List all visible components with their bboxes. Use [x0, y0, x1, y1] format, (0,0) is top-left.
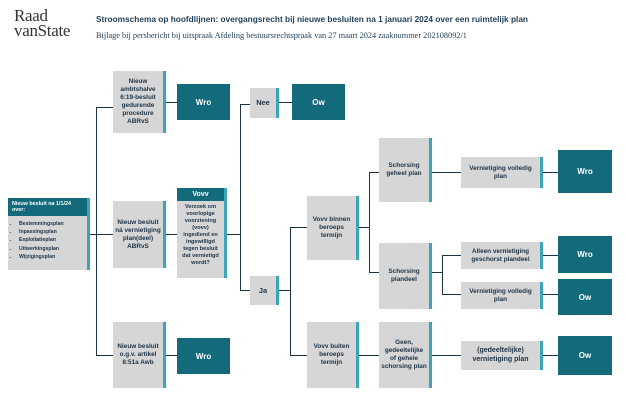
- result-wro: Wro: [558, 236, 612, 273]
- connector: [96, 107, 97, 355]
- connector: [369, 172, 379, 173]
- plan-type-item: • Wijzigingsplan: [19, 253, 87, 261]
- connector: [442, 294, 461, 295]
- vovv-heading: Vovv: [177, 188, 224, 201]
- plan-type-item: • Uitwerkingsplan: [19, 245, 87, 253]
- connector: [290, 227, 307, 228]
- raad-van-state-logo: [14, 8, 84, 38]
- connector: [240, 104, 250, 105]
- connector: [442, 255, 443, 294]
- connector: [166, 234, 177, 235]
- page-subtitle: Bijlage bij persbericht bij uitspraak Afdeling bestuursrechtspraak van 27 maart 2024 zaaknummer 202108092/1: [96, 31, 467, 40]
- plan-type-item: • Bestemmingsplan: [19, 220, 87, 228]
- node-schorsing-plandeel: Schorsing plandeel: [379, 243, 432, 309]
- logo-line-2: vanState: [14, 21, 71, 40]
- start-box: [8, 198, 90, 270]
- logo-line-1: Raad: [14, 6, 48, 25]
- node-schorsing-geheel-plan: Schorsing geheel plan: [379, 138, 432, 202]
- connector: [166, 102, 177, 103]
- result-ow: Ow: [558, 336, 612, 375]
- node-besluit-artikel-851a: Nieuw besluit o.g.v. artikel 8:51a Awb: [113, 322, 166, 388]
- connector: [432, 172, 461, 173]
- vovv-question-text: Verzoek om voorlopige voorziening (vovv) ingediend en ingewilligd tegen besluit dat vernietigd wordt?: [182, 204, 219, 266]
- result-wro: Wro: [177, 338, 230, 374]
- node-alleen-vernietiging-plandeel: Alleen vernietiging geschorst plandeel: [461, 242, 543, 269]
- node-vovv-question: [177, 188, 227, 278]
- connector: [290, 227, 291, 355]
- connector: [359, 227, 369, 228]
- connector: [240, 290, 250, 291]
- connector: [432, 355, 461, 356]
- connector: [369, 172, 370, 272]
- connector: [543, 255, 558, 256]
- node-geen-schorsing: Geen, gedeeltelijke of gehele schorsing plan: [379, 322, 432, 388]
- connector: [227, 234, 240, 235]
- plan-type-list: [8, 220, 87, 261]
- page-title: Stroomschema op hoofdlijnen: overgangsrecht bij nieuwe besluiten na 1 januari 2024 over een ruimtelijk plan: [96, 14, 529, 24]
- node-vernietiging-volledig-plan: Vernietiging volledig plan: [461, 282, 543, 309]
- node-nee: Nee: [250, 88, 279, 118]
- connector: [369, 272, 379, 273]
- connector: [359, 355, 379, 356]
- node-ja: Ja: [250, 276, 279, 305]
- start-heading: Nieuw besluit na 1/1/24 over:: [8, 198, 87, 216]
- result-wro: Wro: [558, 150, 612, 193]
- connector: [543, 355, 558, 356]
- connector: [240, 104, 241, 290]
- node-vovv-buiten-beroepstermijn: Vovv buiten beroeps termijn: [307, 322, 359, 388]
- connector: [96, 234, 113, 235]
- node-gedeeltelijke-vernietiging: (gedeeltelijke) vernietiging plan: [461, 341, 543, 370]
- connector: [96, 107, 113, 108]
- connector: [290, 355, 307, 356]
- connector: [166, 355, 177, 356]
- connector: [279, 290, 290, 291]
- result-ow: Ow: [292, 84, 345, 120]
- connector: [432, 272, 442, 273]
- connector: [96, 355, 113, 356]
- connector: [543, 294, 558, 295]
- plan-type-item: • Inpassingsplan: [19, 228, 87, 236]
- result-ow: Ow: [558, 279, 612, 315]
- plan-type-item: • Exploitatieplan: [19, 236, 87, 244]
- node-besluit-na-vernietiging: Nieuw besluit ná vernietiging plan(deel) ABRvS: [113, 201, 166, 268]
- node-vovv-binnen-beroepstermijn: Vovv binnen beroeps termijn: [307, 196, 359, 260]
- result-wro: Wro: [177, 84, 230, 120]
- node-ambtshalve-besluit: Nieuw ambtshalve 6:19-besluit gedurende procedure ABRvS: [113, 71, 166, 133]
- connector: [442, 255, 461, 256]
- connector: [543, 172, 558, 173]
- connector: [279, 102, 292, 103]
- node-vernietiging-volledig-plan: Vernietiging volledig plan: [461, 157, 543, 188]
